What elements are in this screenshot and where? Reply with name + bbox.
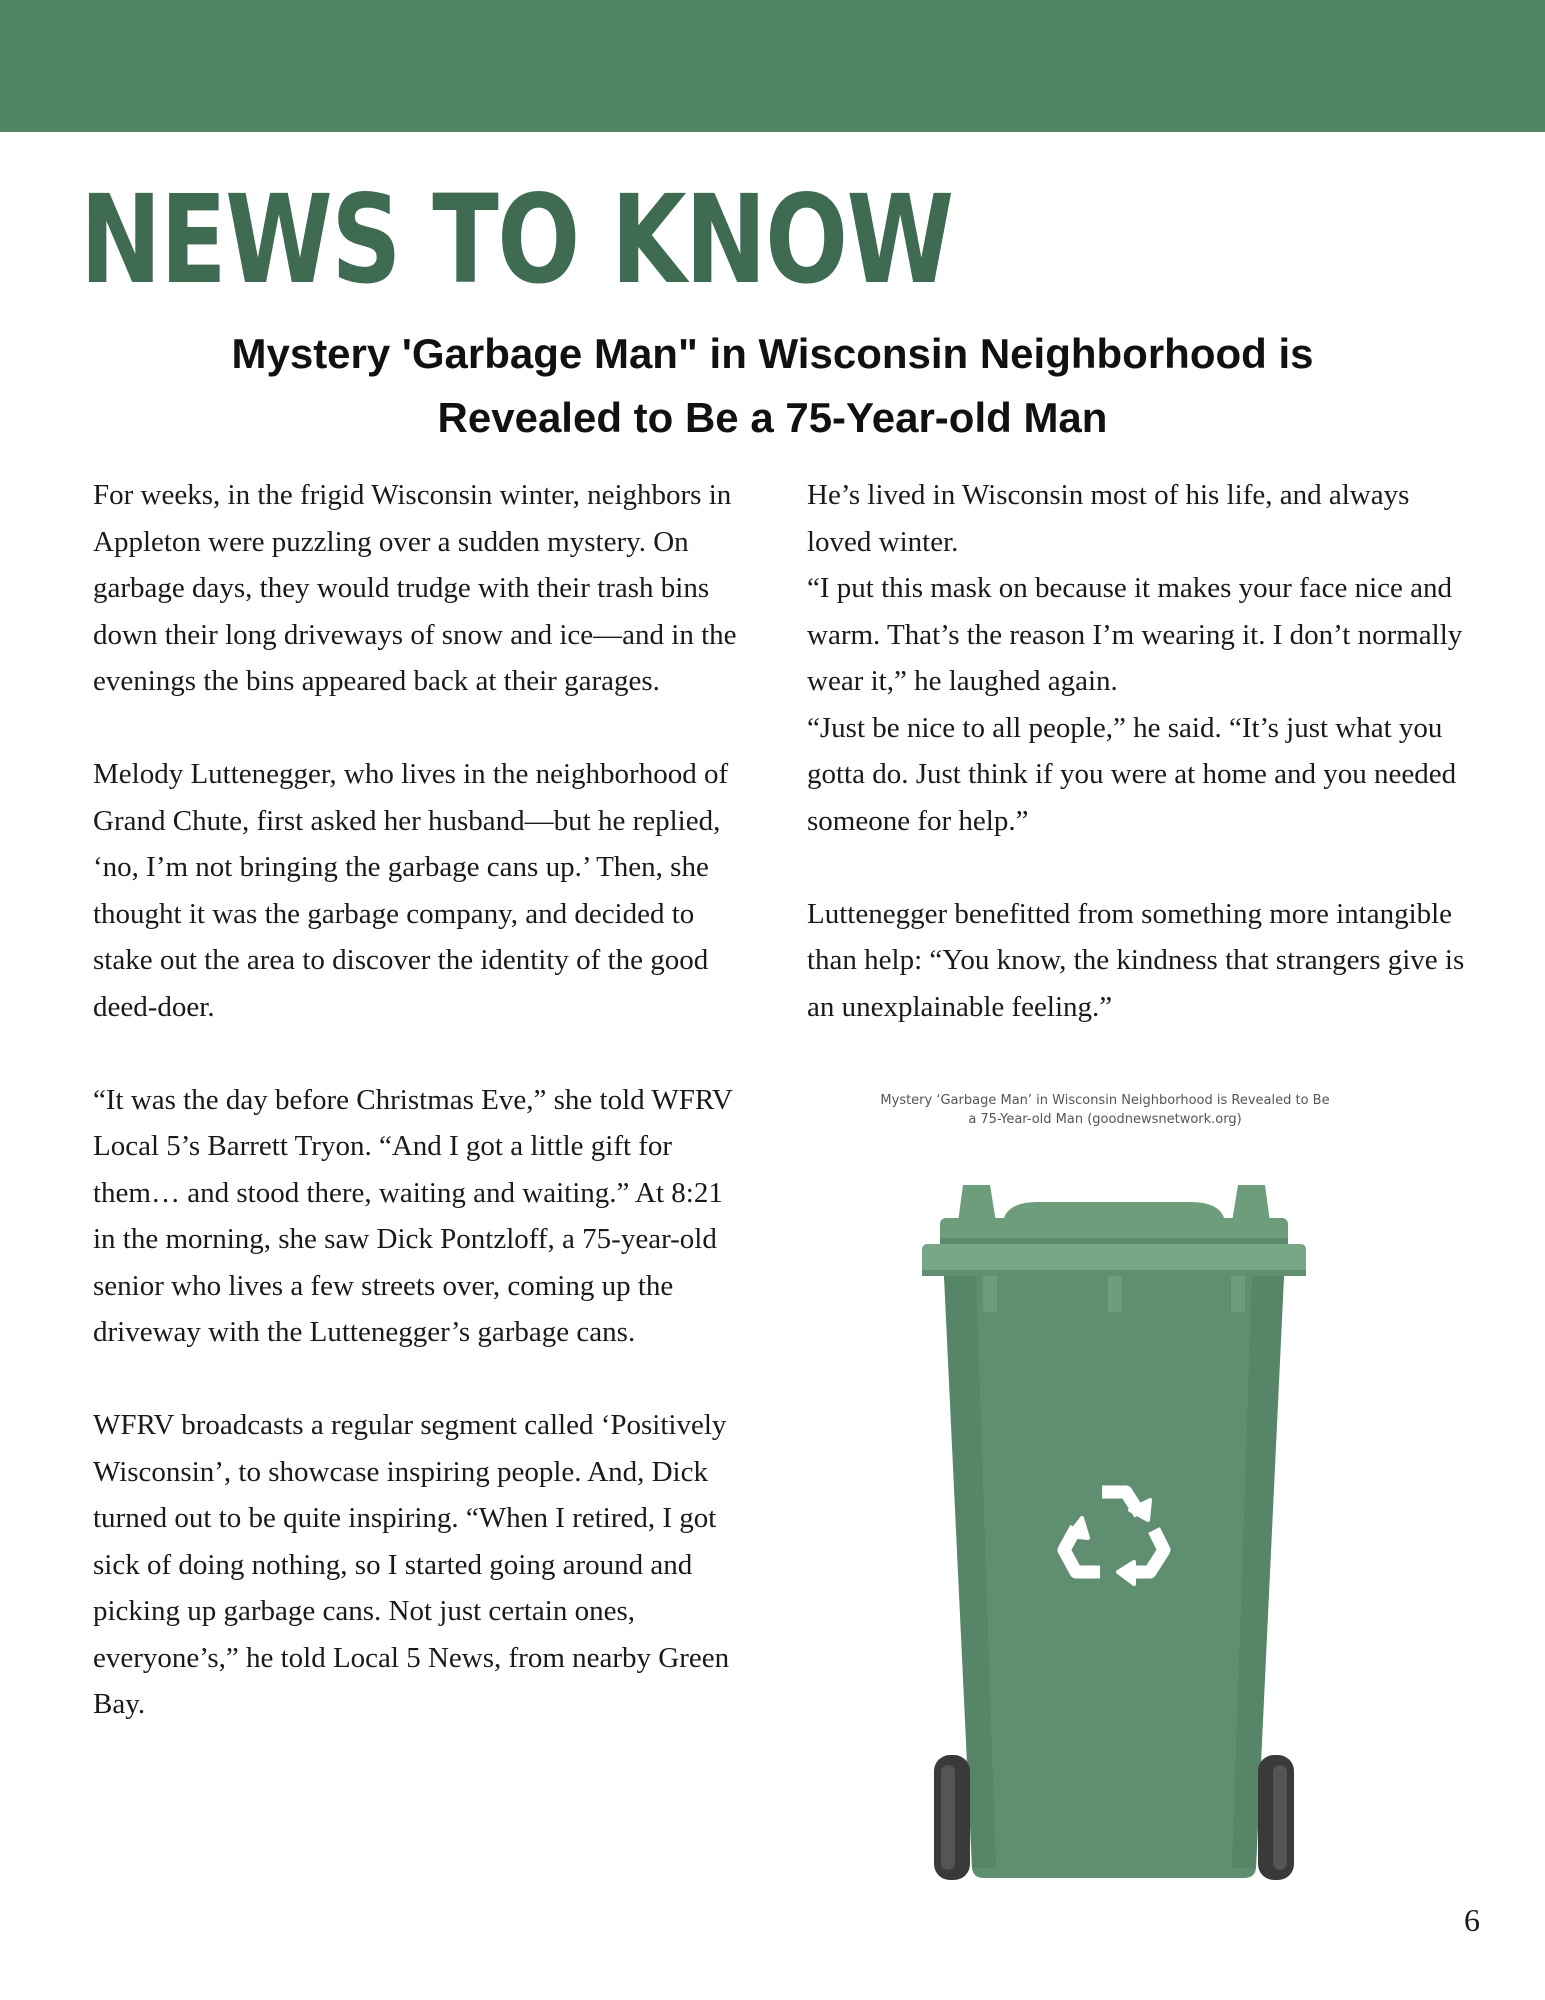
image-caption: Mystery ‘Garbage Man’ in Wisconsin Neighborhood is Revealed to Be a 75-Year-old Man (goodnewsnetwork.org)	[880, 1093, 1330, 1127]
article-paragraph: “Just be nice to all people,” he said. “It’s just what you gotta do. Just think if you were at home and you needed someone for help.”	[807, 711, 1457, 837]
article-paragraph: “It was the day before Christmas Eve,” she told WFRV Local 5’s Barrett Tryon. “And I got a little gift for them… and stood there, waiting and waiting.” At 8:21 in the morning, she saw Dick Pontzloff, a 75-year-old senior who lives a few streets over, coming up the driveway with the Luttenegger’s garbage cans.	[93, 1083, 733, 1348]
article-paragraph: Luttenegger benefitted from something more intangible than help: “You know, the kindness that strangers give is an unexplainable feeling.”	[807, 897, 1465, 1023]
section-title: NEWS TO KNOW	[80, 169, 953, 311]
article-paragraph: For weeks, in the frigid Wisconsin winter, neighbors in Appleton were puzzling over a sudden mystery. On garbage days, they would trudge with their trash bins down their long driveways of snow and ice—and in the evenings the bins appeared back at their garages.	[93, 479, 737, 697]
article-headline	[150, 322, 1395, 450]
headline-line-2: Revealed to Be a 75-Year-old Man	[437, 394, 1108, 441]
article-paragraph: WFRV broadcasts a regular segment called ‘Positively Wisconsin’, to showcase inspiring people. And, Dick turned out to be quite inspiring. “When I retired, I got sick of doing nothing, so I started going around and picking up garbage cans. Not just certain ones, everyone’s,” he told Local 5 News, from nearby Green Bay.	[93, 1409, 730, 1720]
garbage-bin-illustration	[918, 1180, 1310, 1880]
article-right-column	[807, 472, 1467, 1077]
article-paragraph: Melody Luttenegger, who lives in the neighborhood of Grand Chute, first asked her husband—but he replied, ‘no, I’m not bringing the garbage cans up.’ Then, she thought it was the garbage company, and decided to stake out the area to discover the identity of the good deed-doer.	[93, 758, 729, 1023]
article-left-column	[93, 472, 743, 1774]
headline-line-1: Mystery 'Garbage Man" in Wisconsin Neighborhood is	[231, 330, 1314, 377]
top-color-band	[0, 0, 1545, 132]
article-paragraph: He’s lived in Wisconsin most of his life, and always loved winter.	[807, 479, 1410, 558]
page-number: 6	[1464, 1902, 1480, 1938]
article-paragraph: “I put this mask on because it makes your face nice and warm. That’s the reason I’m wearing it. I don’t normally wear it,” he laughed again.	[807, 572, 1463, 697]
